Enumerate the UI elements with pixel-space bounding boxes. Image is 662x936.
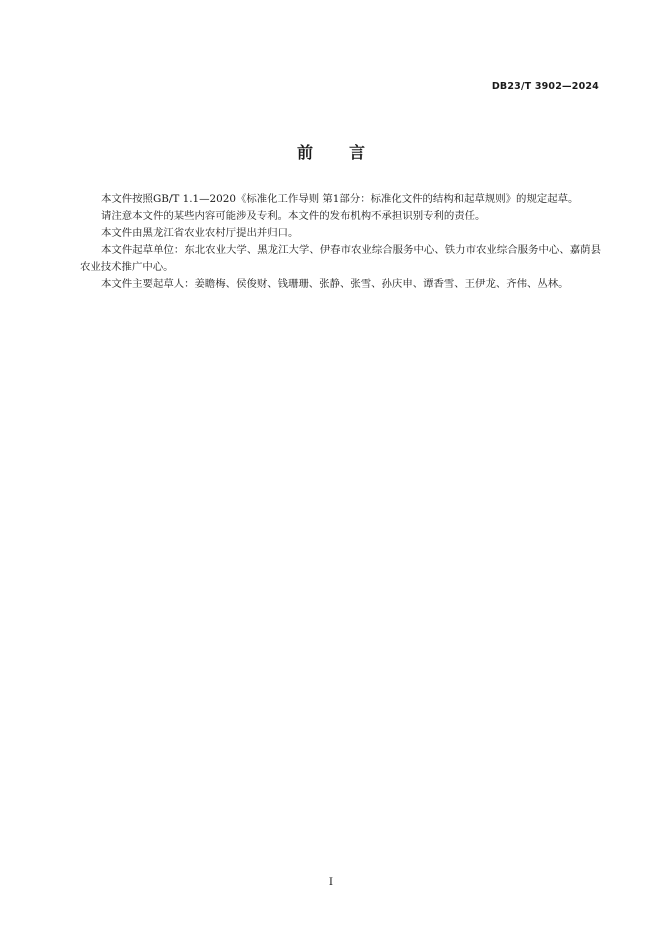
document-code: DB23/T 3902—2024 xyxy=(491,81,599,92)
title-char-1: 前 xyxy=(296,143,313,162)
foreword-body xyxy=(80,191,601,293)
paragraph-drafting-rules: 本文件按照GB/T 1.1—2020《标准化工作导则 第1部分：标准化文件的结构和起草规则》的规定起草。 xyxy=(101,193,579,205)
paragraph-patent-notice: 请注意本文件的某些内容可能涉及专利。本文件的发布机构不承担识别专利的责任。 xyxy=(101,210,486,222)
paragraph-drafting-units: 本文件起草单位：东北农业大学、黑龙江大学、伊春市农业综合服务中心、铁力市农业综合服务中心、嘉荫县农业技术推广中心。 xyxy=(80,244,601,273)
paragraph-proposer: 本文件由黑龙江省农业农村厅提出并归口。 xyxy=(101,227,299,239)
page-title xyxy=(0,140,662,163)
title-char-2: 言 xyxy=(349,143,366,162)
page-number: I xyxy=(328,876,334,888)
paragraph-drafters: 本文件主要起草人：姜瞻梅、侯俊财、钱珊珊、张静、张雪、孙庆申、谭香雪、王伊龙、齐伟、丛林。 xyxy=(101,278,569,290)
